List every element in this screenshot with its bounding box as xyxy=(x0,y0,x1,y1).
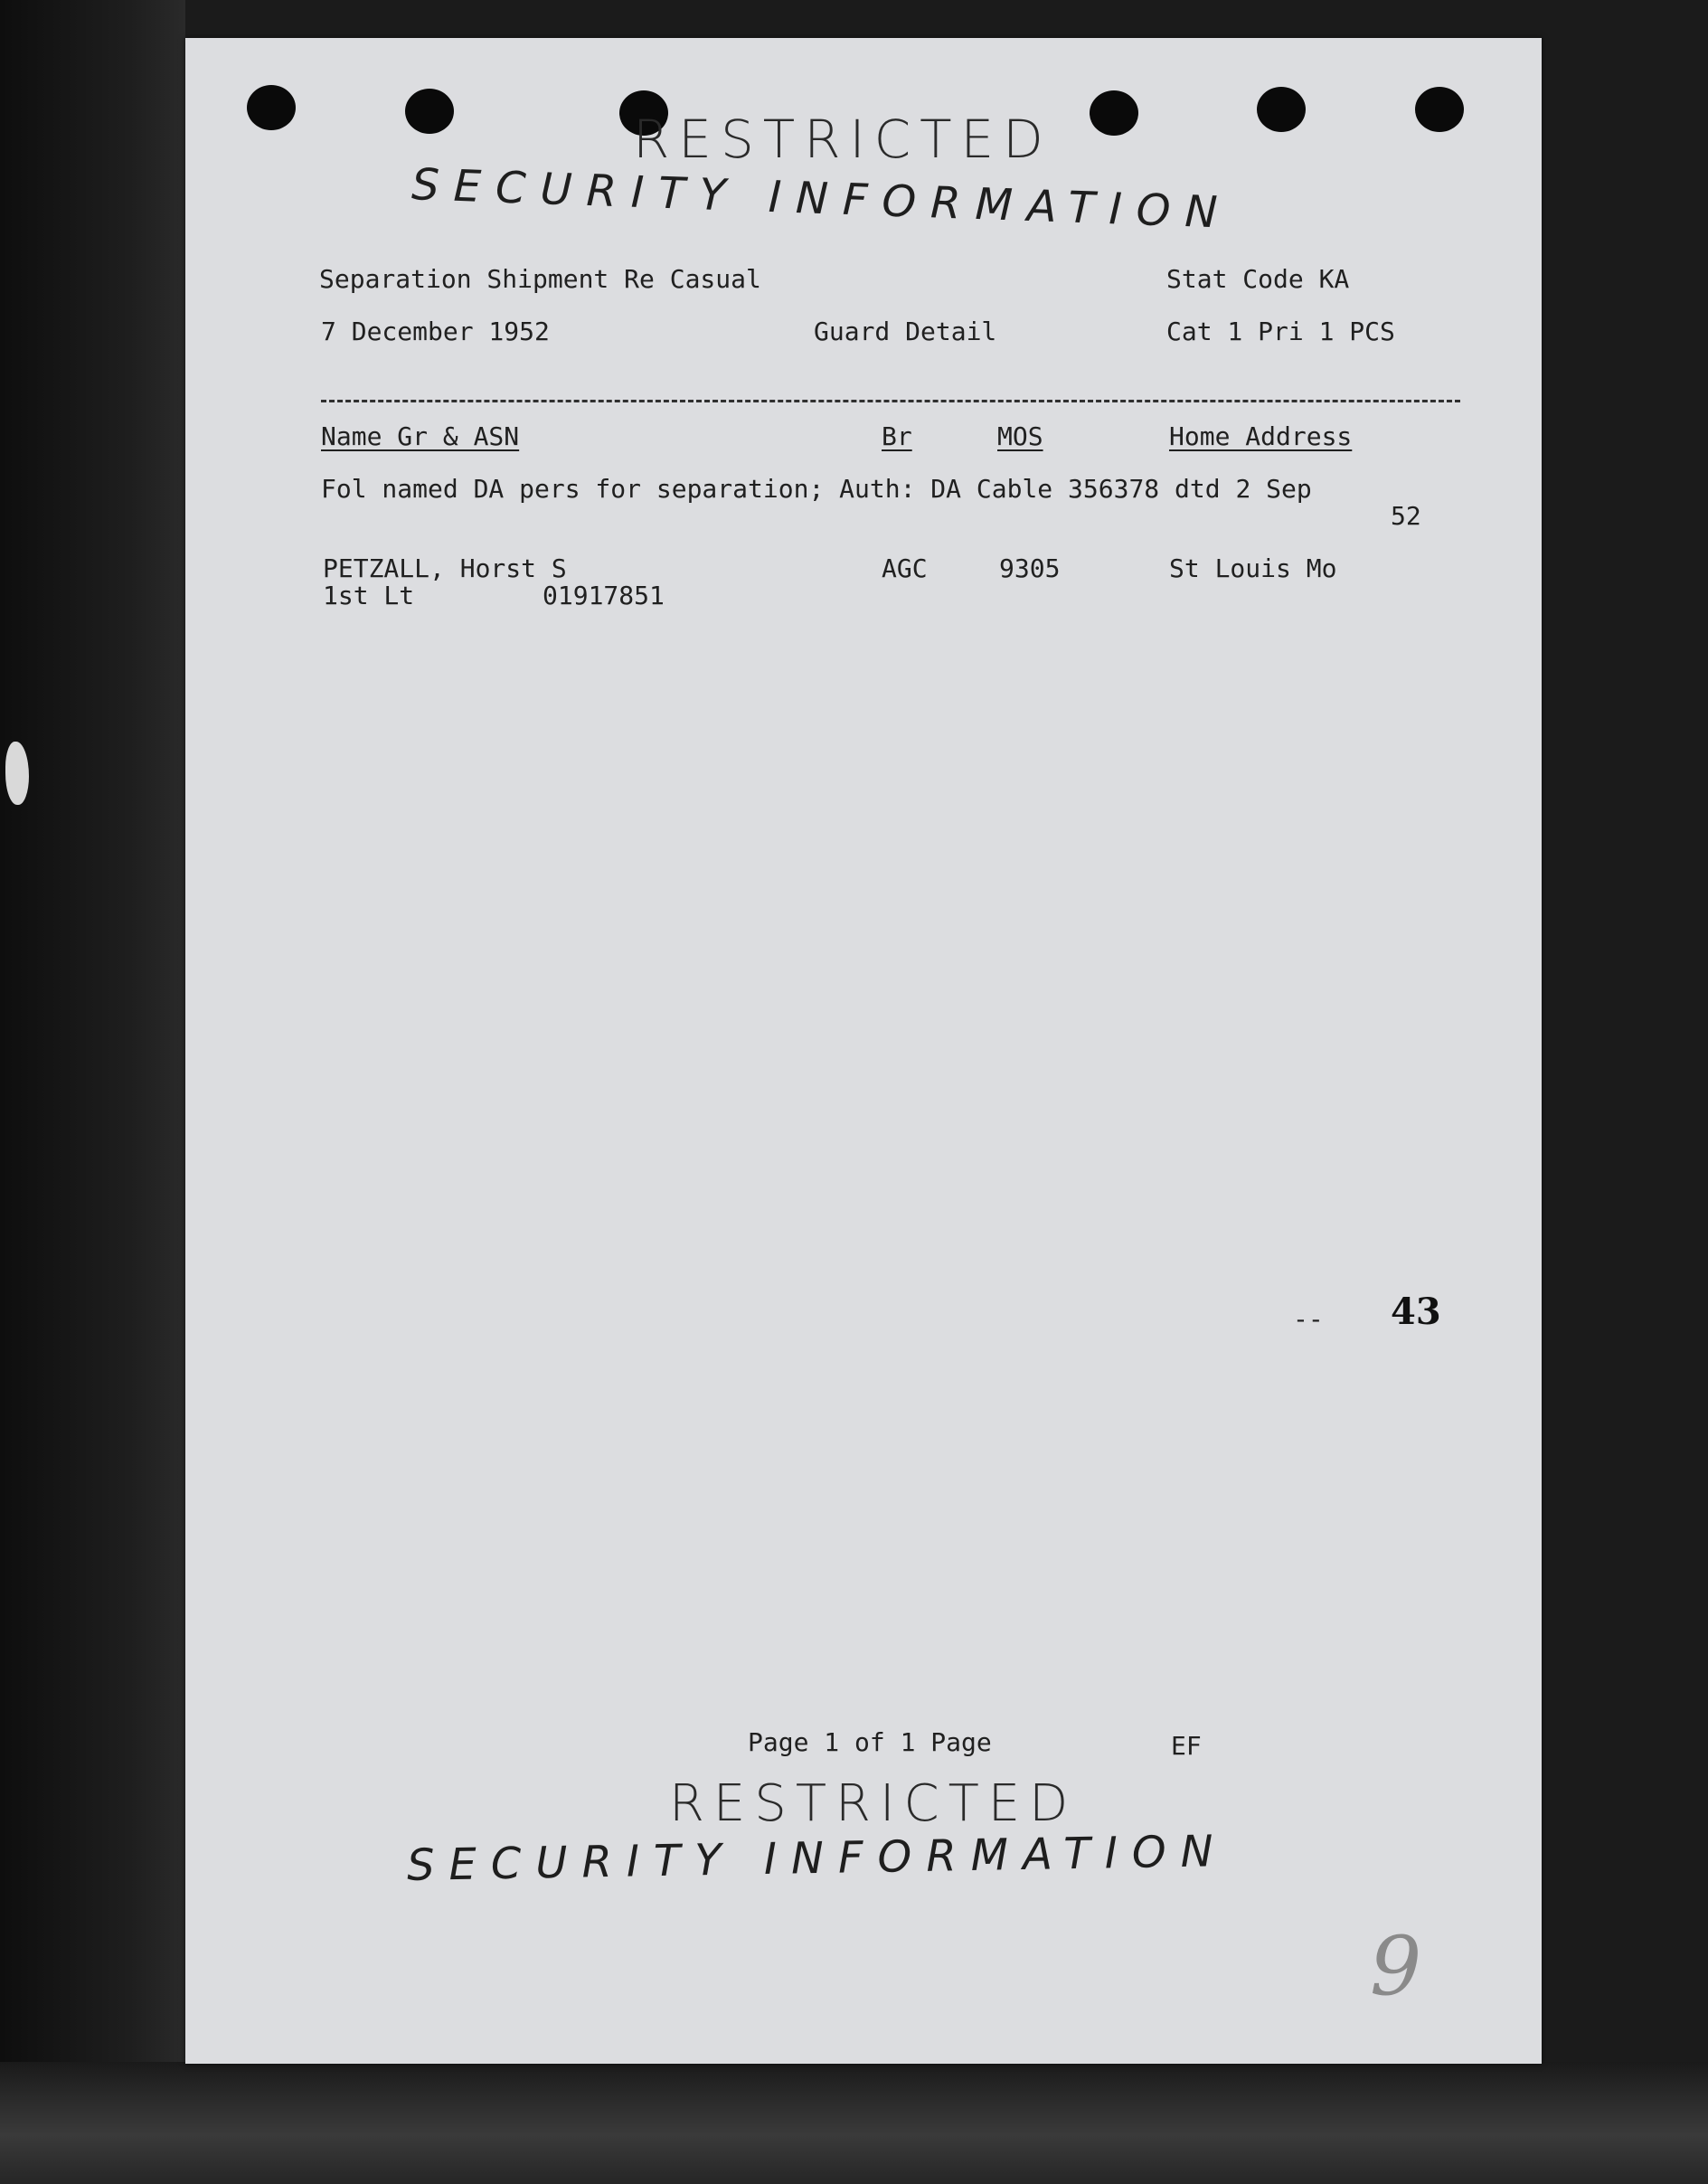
security-information-stamp-bottom: SECURITY INFORMATION xyxy=(406,1826,1228,1891)
entry-address: St Louis Mo xyxy=(1169,553,1337,583)
scan-background-left xyxy=(0,0,185,2184)
column-header-mos: MOS xyxy=(997,421,1043,451)
punch-hole-icon xyxy=(1090,90,1138,136)
restricted-stamp-top: RESTRICTED xyxy=(633,109,1052,170)
punch-hole-icon xyxy=(247,85,296,130)
column-header-address: Home Address xyxy=(1169,421,1353,451)
restricted-stamp-bottom: RESTRICTED xyxy=(669,1774,1078,1833)
entry-mos: 9305 xyxy=(999,553,1061,583)
security-information-stamp-top: SECURITY INFORMATION xyxy=(410,159,1233,239)
authority-year: 52 xyxy=(1391,501,1421,531)
stamped-number: 43 xyxy=(1391,1291,1441,1333)
entry-name: PETZALL, Horst S xyxy=(323,553,567,583)
punch-hole-icon xyxy=(1257,87,1306,132)
dashed-separator xyxy=(321,400,1460,402)
margin-dashes: -- xyxy=(1293,1304,1324,1334)
typist-initials: EF xyxy=(1171,1731,1202,1761)
stat-code: Stat Code KA xyxy=(1166,264,1350,294)
document-date: 7 December 1952 xyxy=(321,317,550,346)
column-header-branch: Br xyxy=(882,421,912,451)
page-count: Page 1 of 1 Page xyxy=(748,1727,992,1757)
entry-asn: 01917851 xyxy=(543,581,665,610)
entry-branch: AGC xyxy=(882,553,928,583)
pencil-note: 9 xyxy=(1370,1919,1422,2014)
unit-name: Guard Detail xyxy=(814,317,997,346)
category-priority: Cat 1 Pri 1 PCS xyxy=(1166,317,1395,346)
column-header-name: Name Gr & ASN xyxy=(321,421,520,451)
punch-hole-icon xyxy=(405,89,454,134)
authority-line: Fol named DA pers for separation; Auth: DA Cable 356378 dtd 2 Sep xyxy=(321,474,1312,504)
subject-line: Separation Shipment Re Casual xyxy=(319,264,761,294)
entry-grade: 1st Lt xyxy=(323,581,415,610)
document-page xyxy=(185,38,1542,2064)
punch-hole-icon xyxy=(1415,87,1464,132)
scan-background-bottom xyxy=(0,2062,1708,2184)
